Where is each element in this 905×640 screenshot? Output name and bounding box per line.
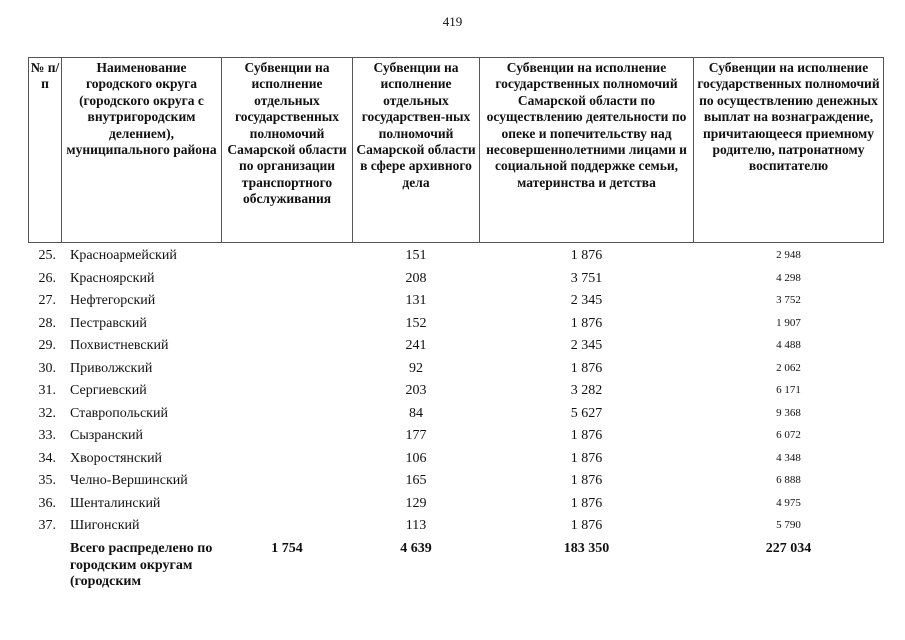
row-archive: 152 [405, 315, 427, 331]
row-number: 29. [38, 338, 56, 353]
row-foster-payments: 2 948 [776, 249, 801, 261]
table-row [0, 426, 905, 449]
total-foster-payments: 227 034 [765, 541, 812, 556]
table-row [0, 336, 905, 359]
row-name: Красноярский [70, 270, 155, 286]
row-archive: 208 [405, 270, 427, 286]
row-number: 32. [38, 405, 56, 421]
row-archive: 129 [405, 495, 427, 511]
row-archive: 151 [405, 248, 427, 263]
row-guardianship: 1 876 [570, 518, 603, 533]
row-name: Похвистневский [70, 338, 169, 353]
table-row [0, 269, 905, 292]
table-row [0, 516, 905, 539]
row-archive: 177 [405, 428, 427, 443]
row-name: Челно-Вершинский [70, 473, 188, 488]
row-name: Нефтегорский [70, 293, 156, 308]
total-archive: 4 639 [400, 541, 432, 556]
row-foster-payments: 5 790 [776, 519, 801, 531]
table-body [0, 246, 905, 539]
row-number: 31. [38, 383, 56, 398]
row-number: 28. [38, 315, 56, 331]
row-number: 37. [38, 518, 56, 533]
table-row [0, 291, 905, 314]
row-foster-payments: 1 907 [776, 316, 801, 329]
row-number: 36. [38, 495, 56, 511]
row-foster-payments: 9 368 [776, 406, 801, 419]
total-label: Всего распределено по городским округам (городским [70, 541, 213, 589]
row-foster-payments: 4 488 [776, 339, 801, 351]
row-foster-payments: 4 975 [776, 496, 801, 509]
row-name: Ставропольский [70, 405, 168, 421]
row-guardianship: 3 751 [570, 270, 603, 286]
table-row [0, 449, 905, 472]
row-guardianship: 5 627 [570, 405, 603, 421]
row-name: Красноармейский [70, 248, 177, 263]
row-archive: 203 [405, 383, 427, 398]
table-row [0, 314, 905, 337]
row-foster-payments: 4 348 [776, 451, 801, 464]
row-archive: 113 [405, 518, 427, 533]
header-transport-subvention: Субвенции на исполнение отдельных государственных полномочий Самарской области по организации транспортного обслуживания [221, 57, 353, 243]
row-name: Приволжский [70, 360, 153, 376]
row-foster-payments: 3 752 [776, 294, 801, 306]
row-archive: 106 [405, 450, 427, 466]
row-archive: 92 [409, 360, 423, 376]
row-number: 33. [38, 428, 56, 443]
page-number: 419 [442, 14, 463, 29]
header-archive-subvention: Субвенции на исполнение отдельных государствен-ных полномочий Самарской области в сфере архивного дела [352, 57, 480, 243]
row-guardianship: 1 876 [570, 315, 603, 331]
row-name: Пестравский [70, 315, 147, 331]
row-guardianship: 1 876 [570, 248, 603, 263]
table-row [0, 494, 905, 517]
row-foster-payments: 2 062 [776, 361, 801, 374]
row-guardianship: 1 876 [570, 450, 603, 466]
row-archive: 131 [405, 293, 427, 308]
row-name: Сергиевский [70, 383, 147, 398]
row-name: Хворостянский [70, 450, 163, 466]
table-row [0, 381, 905, 404]
row-archive: 241 [405, 338, 427, 353]
header-number: № п/п [28, 57, 62, 243]
row-foster-payments: 6 072 [776, 429, 801, 441]
row-name: Сызранский [70, 428, 143, 443]
row-number: 25. [38, 248, 56, 263]
table-row [0, 471, 905, 494]
row-foster-payments: 4 298 [776, 271, 801, 284]
row-guardianship: 1 876 [570, 473, 603, 488]
row-number: 34. [38, 450, 56, 466]
row-foster-payments: 6 888 [776, 474, 801, 486]
row-number: 26. [38, 270, 56, 286]
row-number: 27. [38, 293, 56, 308]
total-guardianship: 183 350 [563, 541, 610, 556]
total-transport: 1 754 [271, 541, 303, 556]
row-guardianship: 1 876 [570, 428, 603, 443]
row-guardianship: 3 282 [570, 383, 603, 398]
row-foster-payments: 6 171 [776, 384, 801, 396]
header-municipality-name: Наименование городского округа (городского округа с внутригородским делением), муниципального района [61, 57, 222, 243]
table-row [0, 359, 905, 382]
table-row [0, 404, 905, 427]
row-guardianship: 1 876 [570, 360, 603, 376]
row-archive: 84 [409, 405, 423, 421]
table-row [0, 246, 905, 269]
row-guardianship: 2 345 [570, 293, 603, 308]
row-guardianship: 1 876 [570, 495, 603, 511]
row-guardianship: 2 345 [570, 338, 603, 353]
header-guardianship-subvention: Субвенции на исполнение государственных полномочий Самарской области по осуществлению деятельности по опеке и попечительству над несовершеннолетними лицами и социальной поддержке семьи, материнства и детства [479, 57, 694, 243]
header-foster-payments-subvention: Субвенции на исполнение государственных полномочий по осуществлению денежных выплат на вознаграждение, причитающееся приемному родителю, патронатному воспитателю [693, 57, 884, 243]
row-archive: 165 [405, 473, 427, 488]
row-number: 30. [38, 360, 56, 376]
row-number: 35. [38, 473, 56, 488]
row-name: Шенталинский [70, 495, 161, 511]
row-name: Шигонский [70, 518, 140, 533]
